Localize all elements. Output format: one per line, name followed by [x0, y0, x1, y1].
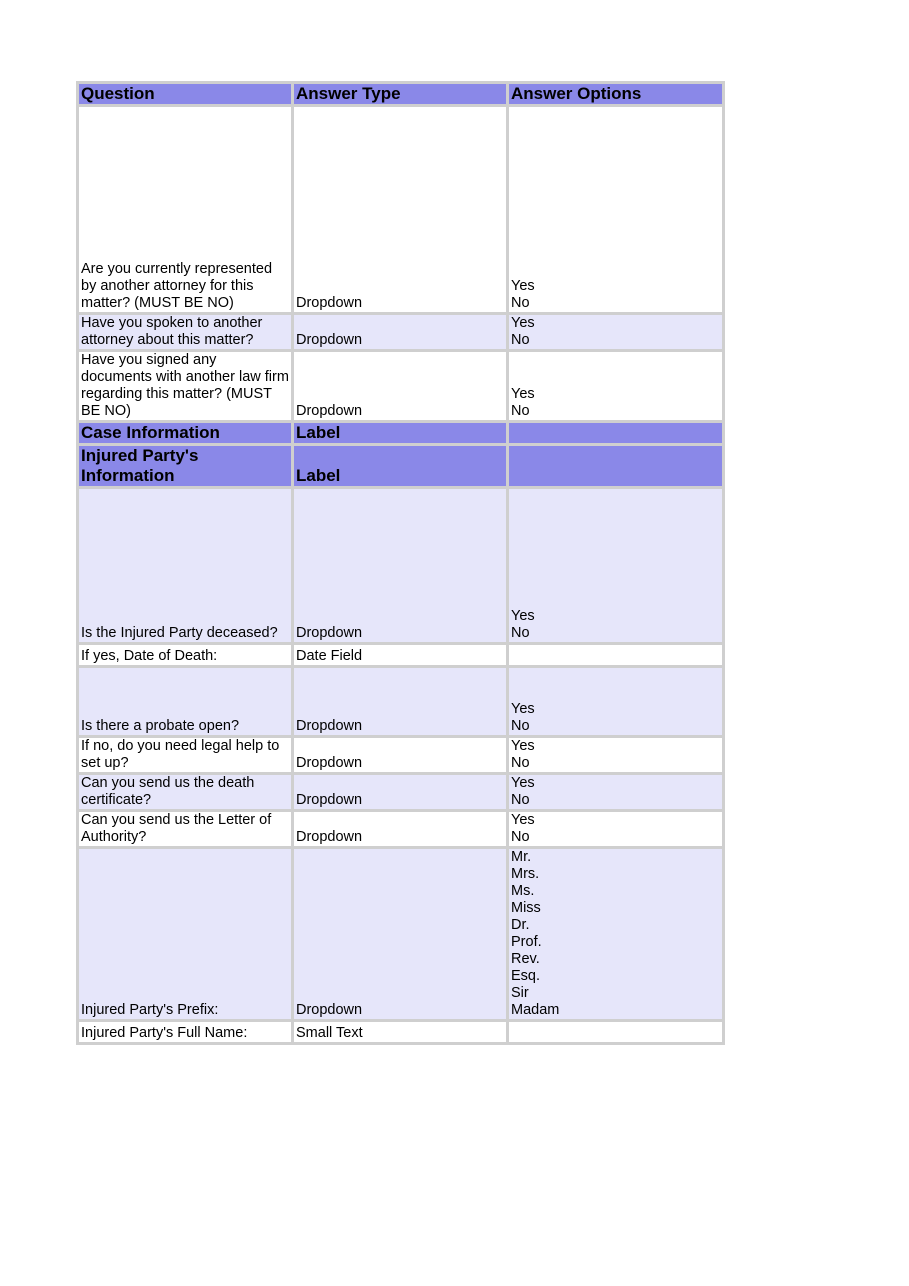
answer-options-cell [508, 106, 724, 314]
answer-option: No [511, 403, 530, 419]
answer-type-cell: Label [293, 445, 508, 488]
answer-options-cell [508, 422, 724, 445]
answer-options-cell [508, 314, 724, 351]
answer-type-cell: Dropdown [293, 314, 508, 351]
answer-option: Miss [511, 900, 541, 916]
answer-options-cell [508, 774, 724, 811]
table-row [78, 644, 724, 667]
answer-type-cell: Dropdown [293, 737, 508, 774]
table-row [78, 488, 724, 644]
answer-type-cell: Dropdown [293, 488, 508, 644]
question-cell: Have you signed any documents with another law firm regarding this matter? (MUST BE NO) [78, 351, 293, 422]
answer-option: Yes [511, 812, 535, 828]
answer-option: Madam [511, 1002, 560, 1018]
answer-option: Dr. [511, 917, 530, 933]
answer-option: Yes [511, 738, 535, 754]
answer-type-cell: Dropdown [293, 811, 508, 848]
answer-option: Yes [511, 315, 535, 331]
answer-options-cell [508, 811, 724, 848]
question-cell: Can you send us the Letter of Authority? [78, 811, 293, 848]
answer-option: Yes [511, 386, 535, 402]
question-cell: Injured Party's Full Name: [78, 1021, 293, 1044]
section-title: Injured Party's Information [78, 445, 293, 488]
table-row [78, 314, 724, 351]
section-title: Case Information [78, 422, 293, 445]
answer-options-cell [508, 351, 724, 422]
answer-options-cell [508, 1021, 724, 1044]
answer-type-cell: Label [293, 422, 508, 445]
answer-option: Mr. [511, 849, 532, 865]
table-row [78, 351, 724, 422]
answer-type-cell: Dropdown [293, 848, 508, 1021]
answer-option: Yes [511, 775, 535, 791]
answer-option: No [511, 718, 530, 734]
answer-option: No [511, 829, 530, 845]
table-row [78, 667, 724, 737]
answer-option: Yes [511, 701, 535, 717]
answer-type-cell: Dropdown [293, 351, 508, 422]
answer-type-cell: Small Text [293, 1021, 508, 1044]
answer-option: No [511, 332, 530, 348]
answer-option: No [511, 295, 530, 311]
answer-options-cell [508, 848, 724, 1021]
answer-type-cell: Dropdown [293, 667, 508, 737]
answer-options-cell [508, 445, 724, 488]
answer-type-cell: Date Field [293, 644, 508, 667]
answer-option: Esq. [511, 968, 541, 984]
answer-option: Yes [511, 608, 535, 624]
answer-option: Mrs. [511, 866, 540, 882]
column-header-answer-options: Answer Options [508, 83, 724, 106]
question-cell: Have you spoken to another attorney about this matter? [78, 314, 293, 351]
question-cell: If no, do you need legal help to set up? [78, 737, 293, 774]
answer-option: No [511, 755, 530, 771]
table-row [78, 811, 724, 848]
column-header-question: Question [78, 83, 293, 106]
answer-option: Ms. [511, 883, 535, 899]
intake-question-table [76, 81, 725, 1045]
answer-option: Sir [511, 985, 529, 1001]
answer-option: Yes [511, 278, 535, 294]
question-cell: If yes, Date of Death: [78, 644, 293, 667]
question-cell: Is the Injured Party deceased? [78, 488, 293, 644]
question-cell: Are you currently represented by another attorney for this matter? (MUST BE NO) [78, 106, 293, 314]
table-row [78, 1021, 724, 1044]
answer-options-cell [508, 644, 724, 667]
section-row [78, 445, 724, 488]
answer-option: Rev. [511, 951, 540, 967]
table-row [78, 106, 724, 314]
question-cell: Injured Party's Prefix: [78, 848, 293, 1021]
table-row [78, 737, 724, 774]
table-header-row [78, 83, 724, 106]
question-cell: Is there a probate open? [78, 667, 293, 737]
answer-options-cell [508, 737, 724, 774]
table-row [78, 848, 724, 1021]
section-row [78, 422, 724, 445]
question-cell: Can you send us the death certificate? [78, 774, 293, 811]
answer-type-cell: Dropdown [293, 774, 508, 811]
answer-options-cell [508, 488, 724, 644]
answer-option: Prof. [511, 934, 542, 950]
table-row [78, 774, 724, 811]
answer-option: No [511, 625, 530, 641]
answer-type-cell: Dropdown [293, 106, 508, 314]
column-header-answer-type: Answer Type [293, 83, 508, 106]
answer-option: No [511, 792, 530, 808]
answer-options-cell [508, 667, 724, 737]
